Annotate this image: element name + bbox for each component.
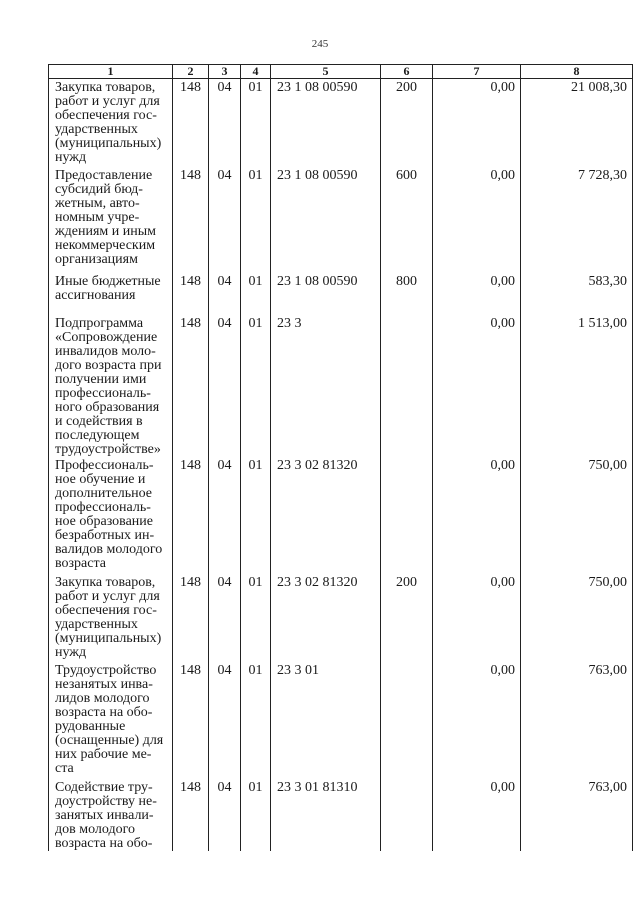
cell-section: 04 xyxy=(209,167,241,273)
cell-admin-code: 148 xyxy=(173,457,209,574)
row-name xyxy=(49,273,173,315)
cell-value-8: 750,00 xyxy=(521,457,633,574)
cell-subsection: 01 xyxy=(241,457,271,574)
row-name-line: дополнительное xyxy=(55,485,152,501)
row-name-line: «Сопровождение xyxy=(55,329,158,345)
cell-target-article: 23 3 01 81310 xyxy=(271,779,381,851)
cell-value-8: 583,30 xyxy=(521,273,633,315)
table-row xyxy=(49,574,633,662)
table-row xyxy=(49,662,633,779)
cell-admin-code: 148 xyxy=(173,315,209,457)
row-name xyxy=(49,779,173,851)
row-name-line: ного образования xyxy=(55,399,160,415)
row-name-line: Подпрограмма xyxy=(55,315,144,331)
cell-value-7: 0,00 xyxy=(433,273,521,315)
cell-expense-type xyxy=(381,315,433,457)
cell-target-article: 23 3 01 xyxy=(271,662,381,779)
row-name-line: (оснащенные) для xyxy=(55,732,164,748)
row-name-line: профессиональ- xyxy=(55,499,151,515)
row-name-line: ударственных xyxy=(55,122,138,137)
page-number: 245 xyxy=(311,38,329,50)
row-name-line: обеспечения гос- xyxy=(55,108,157,123)
cell-target-article: 23 3 02 81320 xyxy=(271,574,381,662)
cell-subsection: 01 xyxy=(241,779,271,851)
cell-admin-code: 148 xyxy=(173,662,209,779)
header-col-8: 8 xyxy=(521,65,633,79)
row-name-line: (муниципальных) xyxy=(55,630,162,646)
row-name-line: валидов молодого xyxy=(55,541,163,557)
cell-value-7: 0,00 xyxy=(433,779,521,851)
table-row xyxy=(49,273,633,315)
cell-section: 04 xyxy=(209,779,241,851)
cell-expense-type xyxy=(381,457,433,574)
row-name-line: некоммерческим xyxy=(55,237,156,253)
cell-subsection: 01 xyxy=(241,79,271,167)
row-name-line: ударственных xyxy=(55,616,138,632)
row-name-line: Предоставление xyxy=(55,167,153,183)
cell-section: 04 xyxy=(209,273,241,315)
cell-value-7: 0,00 xyxy=(433,167,521,273)
table-row xyxy=(49,167,633,273)
cell-admin-code: 148 xyxy=(173,167,209,273)
cell-value-8: 763,00 xyxy=(521,662,633,779)
cell-target-article: 23 1 08 00590 xyxy=(271,273,381,315)
row-name-line: инвалидов моло- xyxy=(55,343,156,359)
cell-subsection: 01 xyxy=(241,167,271,273)
cell-expense-type: 800 xyxy=(381,273,433,315)
row-name-line: номным учре- xyxy=(55,209,140,225)
row-name-line: них рабочие ме- xyxy=(55,746,152,762)
row-name-line: незанятых инва- xyxy=(55,676,153,692)
cell-value-7: 0,00 xyxy=(433,79,521,167)
row-name-line: последующем xyxy=(55,427,140,443)
header-col-2: 2 xyxy=(173,65,209,79)
row-name-line: получении ими xyxy=(55,371,147,387)
row-name xyxy=(49,315,173,457)
cell-value-8: 21 008,30 xyxy=(521,79,633,167)
cell-expense-type: 600 xyxy=(381,167,433,273)
row-name-line: работ и услуг для xyxy=(55,588,160,604)
row-name-line: Иные бюджетные xyxy=(55,273,161,289)
row-name-line: возраста xyxy=(55,555,106,571)
cell-target-article: 23 1 08 00590 xyxy=(271,167,381,273)
cell-value-8: 7 728,30 xyxy=(521,167,633,273)
row-name-line: ное обучение и xyxy=(55,471,146,487)
row-name-line: работ и услуг для xyxy=(55,94,160,109)
row-name-line: ждениям и иным xyxy=(55,223,157,239)
cell-expense-type: 200 xyxy=(381,79,433,167)
cell-value-7: 0,00 xyxy=(433,315,521,457)
budget-table xyxy=(48,64,633,851)
cell-value-7: 0,00 xyxy=(433,662,521,779)
header-col-6: 6 xyxy=(381,65,433,79)
row-name-line: занятых инвали- xyxy=(55,807,154,823)
header-col-5: 5 xyxy=(271,65,381,79)
header-col-3: 3 xyxy=(209,65,241,79)
cell-admin-code: 148 xyxy=(173,79,209,167)
row-name xyxy=(49,574,173,662)
row-name-line: возраста на обо- xyxy=(55,835,153,851)
table-row xyxy=(49,315,633,457)
cell-target-article: 23 1 08 00590 xyxy=(271,79,381,167)
table-header-row xyxy=(49,65,633,79)
cell-subsection: 01 xyxy=(241,273,271,315)
header-col-4: 4 xyxy=(241,65,271,79)
row-name xyxy=(49,457,173,574)
cell-expense-type xyxy=(381,662,433,779)
cell-value-8: 1 513,00 xyxy=(521,315,633,457)
header-col-1: 1 xyxy=(49,65,173,79)
cell-section: 04 xyxy=(209,662,241,779)
cell-subsection: 01 xyxy=(241,574,271,662)
row-name-line: ассигнования xyxy=(55,287,136,303)
cell-admin-code: 148 xyxy=(173,779,209,851)
row-name xyxy=(49,662,173,779)
row-name-line: субсидий бюд- xyxy=(55,181,143,197)
cell-value-7: 0,00 xyxy=(433,574,521,662)
row-name xyxy=(49,79,173,167)
cell-subsection: 01 xyxy=(241,662,271,779)
row-name xyxy=(49,167,173,273)
table-row xyxy=(49,779,633,851)
row-name-line: организациям xyxy=(55,251,138,267)
cell-admin-code: 148 xyxy=(173,273,209,315)
cell-section: 04 xyxy=(209,315,241,457)
row-name-line: Трудоустройство xyxy=(55,662,157,678)
cell-target-article: 23 3 xyxy=(271,315,381,457)
cell-admin-code: 148 xyxy=(173,574,209,662)
row-name-line: и содействия в xyxy=(55,413,143,429)
cell-section: 04 xyxy=(209,79,241,167)
row-name-line: доустройству не- xyxy=(55,793,157,809)
row-name-line: дого возраста при xyxy=(55,357,162,373)
cell-value-8: 763,00 xyxy=(521,779,633,851)
row-name-line: лидов молодого xyxy=(55,690,150,706)
row-name-line: безработных ин- xyxy=(55,527,155,543)
cell-section: 04 xyxy=(209,457,241,574)
row-name-line: нужд xyxy=(55,150,87,165)
row-name-line: Закупка товаров, xyxy=(55,574,156,590)
cell-expense-type: 200 xyxy=(381,574,433,662)
row-name-line: Закупка товаров, xyxy=(55,80,156,95)
row-name-line: нужд xyxy=(55,644,87,660)
cell-section: 04 xyxy=(209,574,241,662)
row-name-line: Профессиональ- xyxy=(55,457,154,473)
cell-value-7: 0,00 xyxy=(433,457,521,574)
table-row xyxy=(49,79,633,167)
row-name-line: обеспечения гос- xyxy=(55,602,157,618)
row-name-line: ное образование xyxy=(55,513,153,529)
cell-subsection: 01 xyxy=(241,315,271,457)
table-row xyxy=(49,457,633,574)
row-name-line: возраста на обо- xyxy=(55,704,153,720)
row-name-line: жетным, авто- xyxy=(55,195,140,211)
cell-expense-type xyxy=(381,779,433,851)
row-name-line: профессиональ- xyxy=(55,385,151,401)
row-name-line: трудоустройстве» xyxy=(55,441,161,457)
row-name-line: дов молодого xyxy=(55,821,136,837)
row-name-line: ста xyxy=(55,760,74,776)
header-col-7: 7 xyxy=(433,65,521,79)
row-name-line: Содействие тру- xyxy=(55,779,153,795)
cell-value-8: 750,00 xyxy=(521,574,633,662)
row-name-line: (муниципальных) xyxy=(55,136,162,151)
row-name-line: рудованные xyxy=(55,718,126,734)
cell-target-article: 23 3 02 81320 xyxy=(271,457,381,574)
